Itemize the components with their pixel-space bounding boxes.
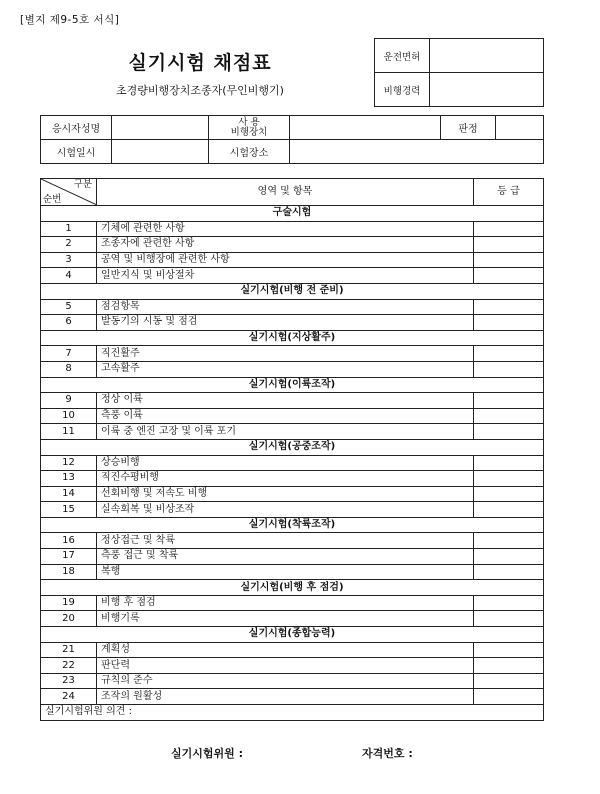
item-text: 일반지식 및 비상절차 (97, 268, 474, 284)
item-text: 실속회복 및 비상조작 (97, 502, 474, 518)
grade-field[interactable] (474, 658, 544, 674)
section-header-row (41, 517, 544, 533)
judgement-label: 판정 (441, 116, 496, 140)
section-title: 실기시험(비행 전 준비) (41, 283, 544, 299)
score-table-header (41, 179, 544, 206)
section-header-row (41, 377, 544, 393)
item-number: 10 (41, 408, 97, 424)
item-number: 15 (41, 502, 97, 518)
item-text: 측풍 접근 및 착륙 (97, 549, 474, 565)
section-title: 실기시험(이륙조작) (41, 377, 544, 393)
table-row (41, 549, 544, 565)
grade-field[interactable] (474, 673, 544, 689)
device-field[interactable] (290, 116, 441, 140)
exam-date-field[interactable] (112, 140, 209, 164)
item-number: 19 (41, 595, 97, 611)
item-number: 14 (41, 486, 97, 502)
opinion-row[interactable] (41, 705, 544, 721)
item-text: 측풍 이륙 (97, 408, 474, 424)
table-row (41, 252, 544, 268)
grade-field[interactable] (474, 315, 544, 331)
grade-field[interactable] (474, 689, 544, 705)
section-header-row (41, 627, 544, 643)
section-header-row (41, 283, 544, 299)
grade-field[interactable] (474, 564, 544, 580)
item-text: 이륙 중 엔진 고장 및 이륙 포기 (97, 424, 474, 440)
item-text: 계획성 (97, 642, 474, 658)
grade-field[interactable] (474, 533, 544, 549)
applicant-info-table (40, 115, 544, 164)
item-number: 24 (41, 689, 97, 705)
table-row (41, 673, 544, 689)
item-number: 13 (41, 471, 97, 487)
header-corner-cell (41, 179, 97, 206)
table-row (41, 689, 544, 705)
grade-field[interactable] (474, 595, 544, 611)
table-row (41, 471, 544, 487)
item-text: 복행 (97, 564, 474, 580)
item-text: 고속활주 (97, 361, 474, 377)
section-title: 실기시험(공중조작) (41, 439, 544, 455)
item-number: 22 (41, 658, 97, 674)
license-field[interactable] (430, 39, 544, 73)
section-header-row (41, 439, 544, 455)
item-text: 조종자에 관련한 사항 (97, 237, 474, 253)
item-text: 규칙의 준수 (97, 673, 474, 689)
section-title: 구술시험 (41, 206, 544, 222)
item-number: 16 (41, 533, 97, 549)
item-text: 정상접근 및 착륙 (97, 533, 474, 549)
item-text: 조작의 원활성 (97, 689, 474, 705)
item-number: 2 (41, 237, 97, 253)
table-row (41, 642, 544, 658)
table-row (41, 611, 544, 627)
item-number: 8 (41, 361, 97, 377)
item-number: 23 (41, 673, 97, 689)
grade-field[interactable] (474, 237, 544, 253)
item-text: 선회비행 및 저속도 비행 (97, 486, 474, 502)
item-number: 18 (41, 564, 97, 580)
table-row (41, 393, 544, 409)
item-text: 비행기록 (97, 611, 474, 627)
grade-field[interactable] (474, 221, 544, 237)
section-title: 실기시험(종합능력) (41, 627, 544, 643)
grade-field[interactable] (474, 408, 544, 424)
item-text: 직진활주 (97, 346, 474, 362)
grade-field[interactable] (474, 346, 544, 362)
grade-field[interactable] (474, 611, 544, 627)
form-number-label: [별지 제9-5호 서식] (20, 14, 120, 26)
exam-place-field[interactable] (290, 140, 544, 164)
item-number: 21 (41, 642, 97, 658)
section-title: 실기시험(지상활주) (41, 330, 544, 346)
table-row (41, 346, 544, 362)
section-title: 실기시험(비행 후 점검) (41, 580, 544, 596)
grade-field[interactable] (474, 642, 544, 658)
section-header-row (41, 580, 544, 596)
applicant-name-field[interactable] (112, 116, 209, 140)
table-row (41, 564, 544, 580)
table-row (41, 424, 544, 440)
page-title: 실기시험 채점표 (128, 52, 272, 74)
device-label-bottom: 비행장치 (230, 126, 268, 138)
qualification-number-label: 자격번호 : (362, 747, 413, 760)
header-grade: 등 급 (474, 179, 544, 206)
grade-field[interactable] (474, 361, 544, 377)
grade-field[interactable] (474, 502, 544, 518)
item-number: 20 (41, 611, 97, 627)
score-table (40, 178, 544, 721)
grade-field[interactable] (474, 393, 544, 409)
table-row (41, 299, 544, 315)
grade-field[interactable] (474, 455, 544, 471)
item-text: 정상 이륙 (97, 393, 474, 409)
header-area-items: 영역 및 항목 (97, 179, 474, 206)
device-label-top: 사 용 (238, 116, 260, 128)
grade-field[interactable] (474, 471, 544, 487)
table-row (41, 658, 544, 674)
grade-field[interactable] (474, 424, 544, 440)
exam-place-label: 시험장소 (209, 140, 290, 164)
table-row (41, 221, 544, 237)
table-row (41, 455, 544, 471)
item-number: 12 (41, 455, 97, 471)
item-text: 판단력 (97, 658, 474, 674)
grade-field[interactable] (474, 486, 544, 502)
examiner-opinion-label: 실기시험위원 의견 : (41, 705, 544, 721)
grade-field[interactable] (474, 299, 544, 315)
item-text: 직진수평비행 (97, 471, 474, 487)
item-text: 발동기의 시동 및 점검 (97, 315, 474, 331)
license-box (374, 38, 544, 107)
section-header-row (41, 206, 544, 222)
judgement-field[interactable] (496, 116, 544, 140)
item-number: 4 (41, 268, 97, 284)
item-text: 상승비행 (97, 455, 474, 471)
item-number: 3 (41, 252, 97, 268)
flight-experience-label: 비행경력 (375, 73, 430, 107)
table-row (41, 595, 544, 611)
item-number: 17 (41, 549, 97, 565)
grade-field[interactable] (474, 268, 544, 284)
item-number: 9 (41, 393, 97, 409)
header-category: 구분 (73, 179, 92, 190)
section-header-row (41, 330, 544, 346)
grade-field[interactable] (474, 252, 544, 268)
table-row (41, 486, 544, 502)
item-number: 1 (41, 221, 97, 237)
flight-experience-field[interactable] (430, 73, 544, 107)
table-row (41, 533, 544, 549)
table-row (41, 237, 544, 253)
page-subtitle: 초경량비행장치조종자(무인비행기) (116, 84, 284, 97)
table-row (41, 268, 544, 284)
grade-field[interactable] (474, 549, 544, 565)
item-text: 비행 후 점검 (97, 595, 474, 611)
item-number: 11 (41, 424, 97, 440)
table-row (41, 361, 544, 377)
section-title: 실기시험(착륙조작) (41, 517, 544, 533)
item-number: 6 (41, 315, 97, 331)
header-sequence: 순번 (43, 194, 62, 205)
item-text: 공역 및 비행장에 관련한 사항 (97, 252, 474, 268)
table-row (41, 502, 544, 518)
applicant-name-label: 응시자성명 (41, 116, 112, 140)
table-row (41, 408, 544, 424)
item-text: 점검항목 (97, 299, 474, 315)
examiner-signature-label: 실기시험위원 : (171, 747, 243, 760)
item-text: 기체에 관련한 사항 (97, 221, 474, 237)
item-number: 7 (41, 346, 97, 362)
license-label: 운전면허 (375, 39, 430, 73)
exam-date-label: 시험일시 (41, 140, 112, 164)
device-label (209, 116, 290, 140)
table-row (41, 315, 544, 331)
item-number: 5 (41, 299, 97, 315)
